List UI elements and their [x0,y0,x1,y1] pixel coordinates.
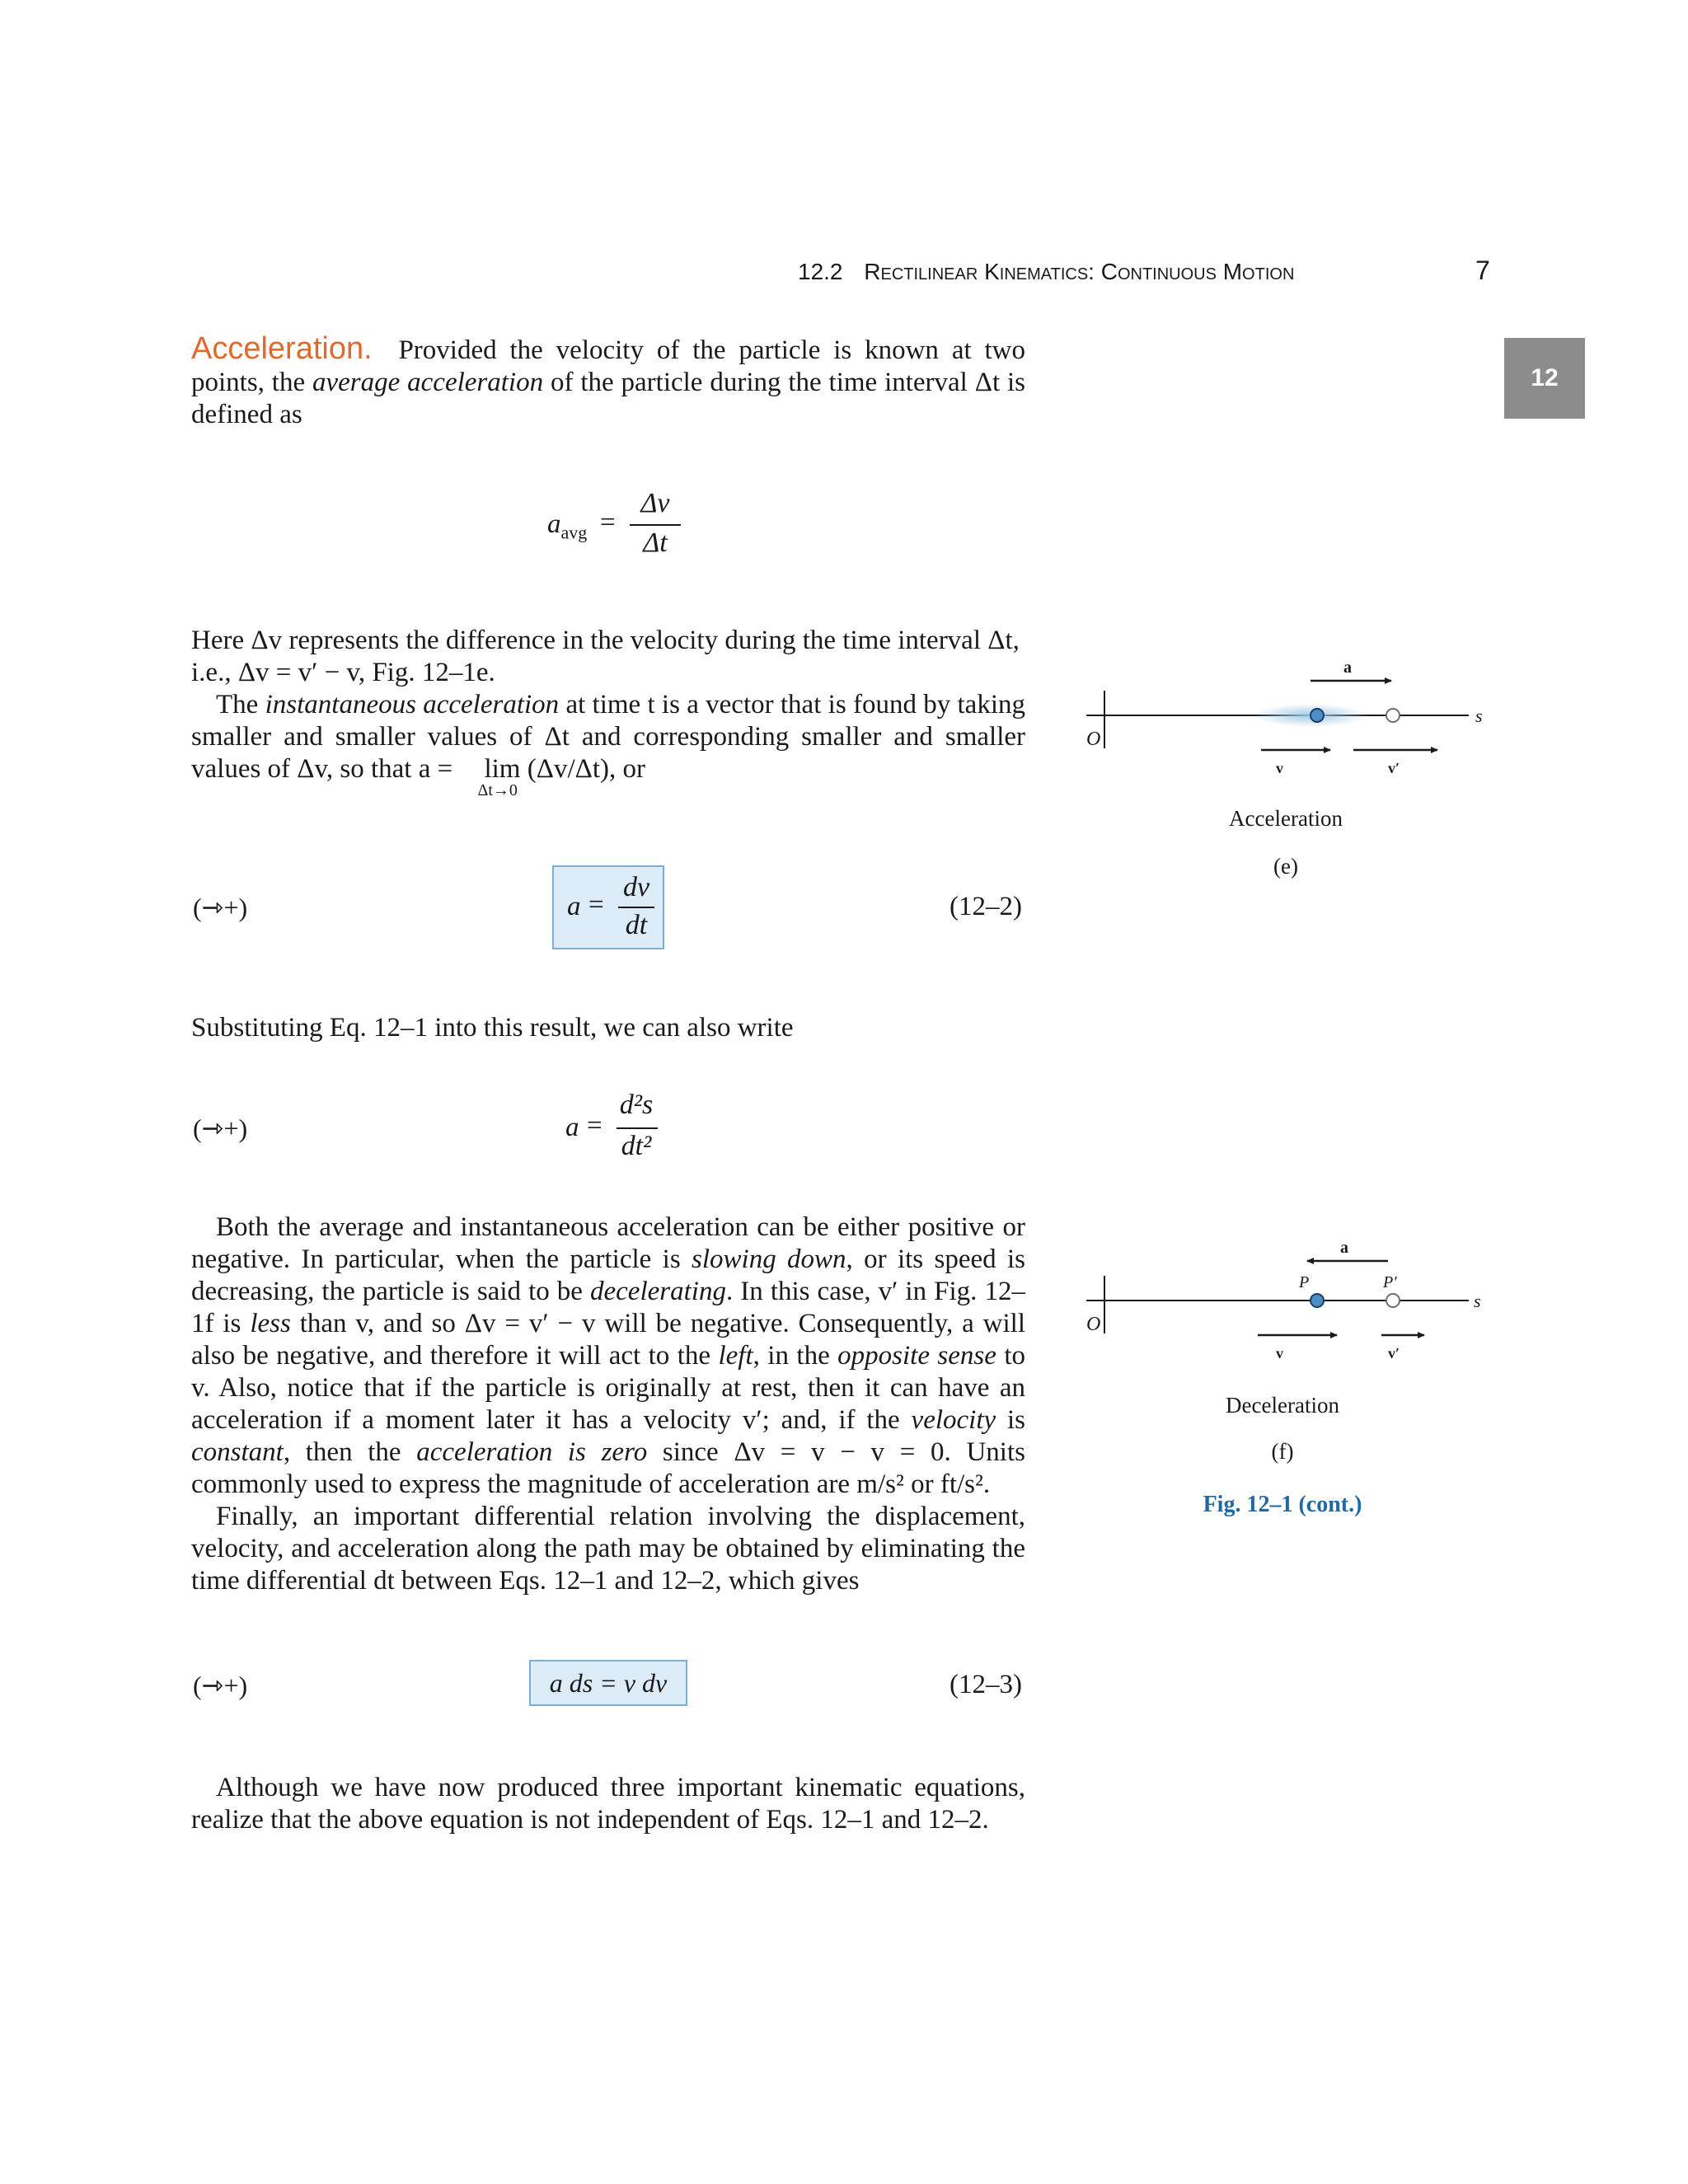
conclusion-text: Although we have now produced three important kinematic equations, realize that the above equation is not independent of Eqs. 12–1 and 12–2. [191,1773,1025,1835]
figure-e-diagram [1071,643,1500,799]
positive-direction-icon: (⇾+) [193,893,248,922]
fig-f-particle [1311,1294,1324,1307]
fig-f-p-label: P [1299,1273,1310,1291]
intro-text-a: Provided the velocity of the particle is known at two points, the [191,335,1026,397]
p3-t7: constant [191,1437,284,1467]
equation-average-acceleration [544,488,692,562]
paragraph-deceleration [191,1212,1025,1597]
p3-s7: is [996,1405,1026,1435]
p3-s5: , in the [753,1341,838,1371]
eq-12-2-denominator: dt [625,910,648,940]
eq-avg-fraction-bar [630,524,681,526]
equation-second-derivative [552,1086,676,1169]
eq-second-fraction-bar [617,1127,658,1129]
equation-12-2-box [552,865,664,949]
figure-f-diagram [1071,1228,1500,1368]
fig-e-particle [1311,709,1324,722]
fig-f-axis-label: s [1474,1291,1481,1311]
substituting-text: Substituting Eq. 12–1 into this result, we can also write [191,1013,794,1043]
p2-term: instantaneous acceleration [265,690,560,719]
figure-e-label: (e) [1273,854,1298,879]
p3-s6: to v. Also, notice that if the particle is originally at rest, then it can have an acceleration if a moment later it has a velocity v′; and, if the [191,1341,1025,1435]
figure-e-caption: Acceleration [1229,806,1343,831]
p2-text-c: (Δv/Δt), or [520,754,645,784]
chapter-tab [1504,338,1585,419]
intro-paragraph [191,333,1025,431]
paragraph-delta-v: Here Δv represents the difference in the velocity during the time interval Δt, i.e., Δv = v′ − v, Fig. 12–1e. [191,626,1020,687]
eq-second-lhs: a [565,1113,579,1142]
eq-second-denominator: dt² [621,1131,652,1161]
fig-f-v-prime-label: v′ [1388,1345,1400,1361]
fig-e-v-prime-label: v′ [1388,760,1400,776]
p3-s4: than v, and so Δv = v′ − v will be negative. Consequently, a will also be negative, and therefore it will act to the [191,1309,1025,1371]
eq-avg-denominator: Δt [643,527,668,558]
p3-t6: velocity [911,1405,996,1435]
limit-expression [459,753,521,799]
p3-s1: Both the average and instantaneous acceleration can be either positive or negative. In particular, when the particle is [191,1212,1025,1274]
p3-t3: less [250,1309,291,1338]
fig-f-particle-prime [1386,1294,1400,1307]
eq-12-3-content: a ds = v dv [549,1668,668,1698]
positive-direction-icon-3: (⇾+) [193,1671,248,1700]
paragraph-differential: Finally, an important differential relation involving the displacement, velocity, and acceleration along the path may be obtained by eliminating the time differential dt between Eqs. 12–1 and 12–2, which gives [191,1502,1025,1596]
running-header [798,259,1294,285]
fig-f-p-prime-label: P′ [1383,1273,1397,1291]
lim-text: lim [484,754,521,784]
p3-t1: slowing down [692,1244,846,1274]
eq-12-2-fraction-bar [618,907,654,908]
eq-12-2-numerator: dv [622,872,650,902]
fig-e-v-label: v [1276,760,1283,776]
eq-12-2-equals: = [588,890,604,920]
figure-f-caption: Deceleration [1226,1393,1339,1418]
equation-12-2-number: (12–2) [950,892,1022,921]
fig-f-v-label: v [1276,1345,1283,1361]
p2-text-a: The [216,690,265,719]
page-number: 7 [1475,255,1490,285]
p3-t2: decelerating [590,1277,726,1306]
equation-12-3-number: (12–3) [950,1670,1022,1699]
eq-second-equals: = [587,1111,603,1141]
eq-second-numerator: d²s [619,1090,654,1120]
p3-t5: opposite sense [837,1341,996,1371]
fig-f-a-label: a [1340,1239,1348,1257]
eq-avg-equals: = [600,508,616,537]
chapter-tab-label: 12 [1531,364,1559,391]
p3-s2: , or its speed is decreasing, the particle is said to be [191,1244,1025,1306]
paragraph-instantaneous [191,625,1025,799]
p3-t8: acceleration is zero [416,1437,648,1467]
equation-12-3-box [529,1660,687,1706]
p3-s9: since Δv = v − v = 0. Units commonly used to express the magnitude of acceleration are m/s² or ft/s². [191,1437,1025,1499]
figure-f-label: (f) [1271,1439,1294,1464]
intro-text-b: of the particle during the time interval Δt is defined as [191,368,1025,429]
p2-text-b: at time t is a vector that is found by taking smaller and smaller values of Δt and corresponding smaller and smaller values of Δv, so that a = [191,690,1025,784]
section-heading: Acceleration. [191,331,373,366]
fig-e-a-label: a [1343,658,1352,677]
fig-e-axis-label: s [1475,705,1483,726]
fig-f-origin-label: O [1086,1314,1101,1335]
fig-e-particle-prime [1386,709,1400,722]
positive-direction-icon-2: (⇾+) [193,1113,248,1143]
fig-e-origin-label: O [1086,729,1101,750]
p3-s8: , then the [283,1437,417,1467]
p3-s3: . In this case, v′ in Fig. 12–1f is [191,1277,1025,1338]
intro-term: average acceleration [312,368,544,397]
section-number: 12.2 [798,259,843,284]
eq-avg-numerator: Δv [640,488,670,518]
p3-t4: left [718,1341,753,1371]
lim-subscript: Δt→0 [477,781,518,799]
paragraph-conclusion [191,1772,1025,1836]
figure-label: Fig. 12–1 (cont.) [1203,1492,1362,1517]
eq-12-2-lhs: a [567,892,581,921]
eq-avg-lhs: $a_{avg}$ [547,509,588,543]
section-title: Rectilinear Kinematics: Continuous Motion [864,259,1295,284]
